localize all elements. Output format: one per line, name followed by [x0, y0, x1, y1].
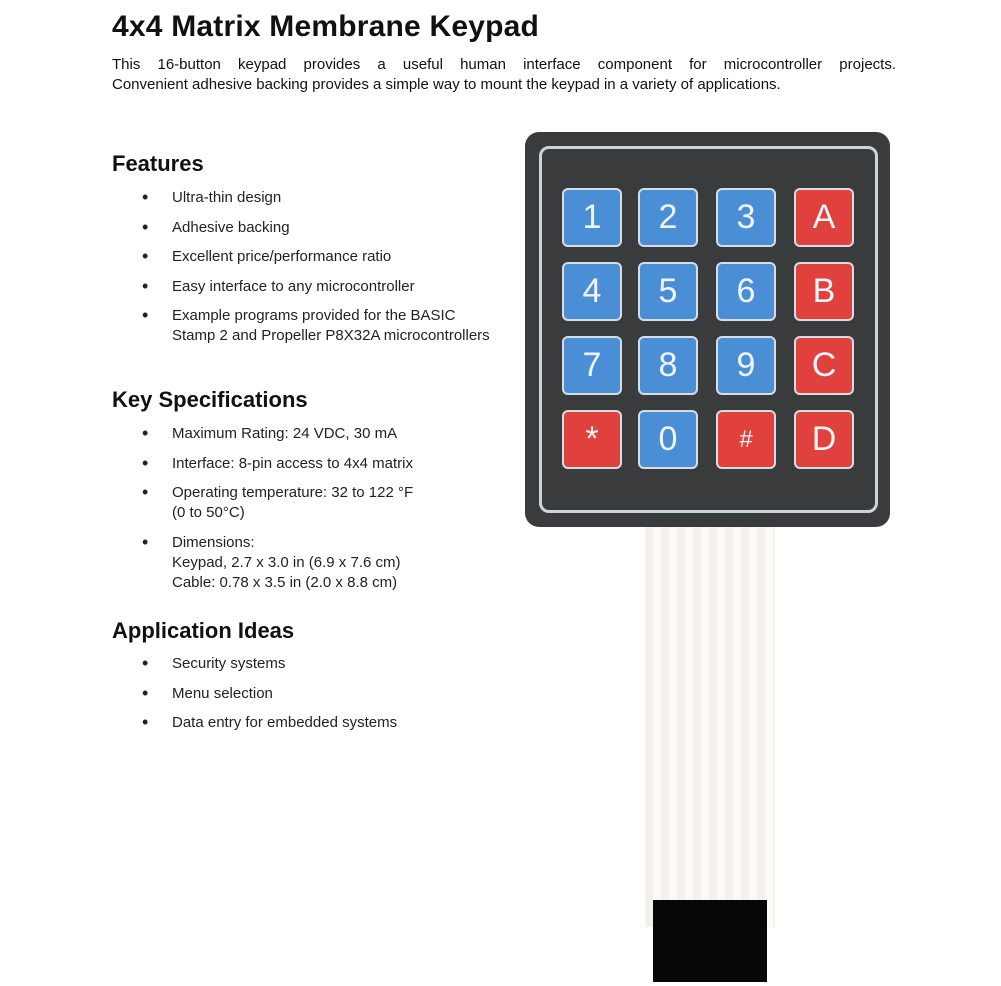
ribbon-cable-image	[645, 527, 775, 927]
keypad-key: A	[794, 188, 854, 247]
applications-list	[142, 654, 502, 743]
intro-text	[112, 55, 896, 95]
keypad-key: 5	[638, 262, 698, 321]
list-item: • Maximum Rating: 24 VDC, 30 mA	[142, 424, 502, 444]
specs-list	[142, 424, 502, 602]
list-item: • Example programs provided for the BASIC Stamp 2 and Propeller P8X32A microcontrollers	[142, 306, 502, 346]
keypad-key: 0	[638, 410, 698, 469]
keypad-key: 2	[638, 188, 698, 247]
keypad-key: 8	[638, 336, 698, 395]
list-item: • Data entry for embedded systems	[142, 713, 502, 733]
specs-heading: Key Specifications	[112, 387, 308, 412]
intro-line: This 16-button keypad provides a useful human interface component for microcontroller projects.	[112, 56, 896, 73]
cable-connector-image	[653, 900, 767, 982]
keypad-key: #	[716, 410, 776, 469]
list-item: • Menu selection	[142, 684, 502, 704]
list-item: • Ultra-thin design	[142, 188, 502, 208]
list-item: • Dimensions: Keypad, 2.7 x 3.0 in (6.9 x 7.6 cm) Cable: 0.78 x 3.5 in (2.0 x 8.8 cm)	[142, 533, 502, 593]
keypad-key: *	[562, 410, 622, 469]
keypad-key: 9	[716, 336, 776, 395]
keypad-key: 1	[562, 188, 622, 247]
list-item: • Excellent price/performance ratio	[142, 247, 502, 267]
list-item: • Easy interface to any microcontroller	[142, 277, 502, 297]
keypad-key: 7	[562, 336, 622, 395]
intro-line: Convenient adhesive backing provides a simple way to mount the keypad in a variety of applications.	[112, 76, 781, 93]
features-list	[142, 188, 502, 356]
keypad-key: 4	[562, 262, 622, 321]
keypad-key: 6	[716, 262, 776, 321]
list-item: • Adhesive backing	[142, 218, 502, 238]
list-item: • Operating temperature: 32 to 122 °F (0 to 50°C)	[142, 483, 502, 523]
applications-heading: Application Ideas	[112, 618, 295, 643]
keypad-key: D	[794, 410, 854, 469]
keypad-image	[525, 132, 890, 527]
keypad-key: 3	[716, 188, 776, 247]
page-title: 4x4 Matrix Membrane Keypad	[112, 10, 540, 43]
keypad-key: B	[794, 262, 854, 321]
list-item: • Security systems	[142, 654, 502, 674]
features-heading: Features	[112, 151, 204, 176]
list-item: • Interface: 8-pin access to 4x4 matrix	[142, 454, 502, 474]
keypad-key: C	[794, 336, 854, 395]
